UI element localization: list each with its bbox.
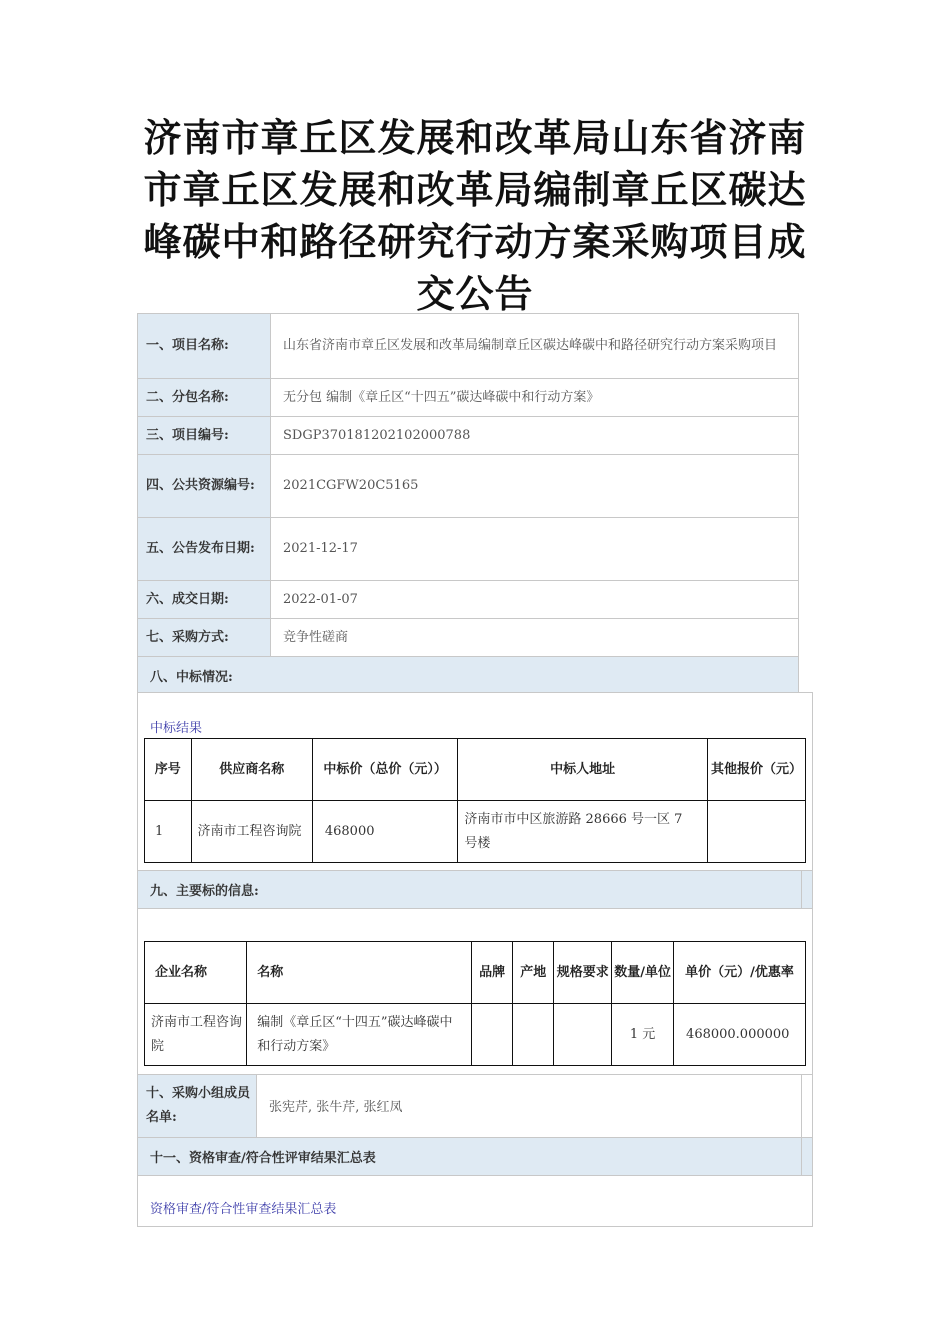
page-title: 济南市章丘区发展和改革局山东省济南市章丘区发展和改革局编制章丘区碳达峰碳中和路径研究行动方案采购项目成交公告 xyxy=(143,115,807,316)
info-value: 竞争性磋商 xyxy=(271,619,799,657)
info-label: 七、采购方式: xyxy=(138,619,271,657)
info-label: 五、公告发布日期: xyxy=(138,518,271,581)
table-header-row xyxy=(145,942,806,1004)
table-row xyxy=(145,801,806,863)
cell-address: 济南市市中区旅游路 28666 号一区 7 号楼 xyxy=(458,801,708,863)
info-row-deal-date xyxy=(138,581,799,619)
section-9-header xyxy=(137,870,813,910)
info-value: SDGP370181202102000788 xyxy=(271,417,799,455)
col-header: 产地 xyxy=(513,942,554,1004)
info-row-resource-number xyxy=(138,455,799,518)
info-row-publish-date xyxy=(138,518,799,581)
col-header: 数量/单位 xyxy=(612,942,674,1004)
info-value: 2022-01-07 xyxy=(271,581,799,619)
review-caption: 资格审查/符合性审查结果汇总表 xyxy=(150,1202,337,1217)
cell-brand xyxy=(472,1004,513,1066)
section-10-label-cell xyxy=(138,1075,257,1138)
table-row xyxy=(145,1004,806,1066)
committee-members: 张宪芹, 张牛芹, 张红凤 xyxy=(269,1100,403,1115)
section-heading: 八、中标情况: xyxy=(138,657,799,694)
cell-spec xyxy=(554,1004,612,1066)
project-info-table xyxy=(137,313,799,694)
info-value: 2021-12-17 xyxy=(271,518,799,581)
info-label: 四、公共资源编号: xyxy=(138,455,271,518)
col-header: 规格要求 xyxy=(554,942,612,1004)
info-row-project-name xyxy=(138,314,799,379)
divider xyxy=(801,1075,802,1138)
cell-index: 1 xyxy=(145,801,192,863)
divider xyxy=(801,871,802,909)
col-header: 供应商名称 xyxy=(191,739,312,801)
cell-price: 468000 xyxy=(312,801,458,863)
section-11-header xyxy=(137,1137,813,1177)
items-table xyxy=(144,941,806,1066)
section-10-row xyxy=(137,1074,813,1139)
cell-other-price xyxy=(707,801,805,863)
review-panel xyxy=(137,1175,813,1227)
win-result-panel xyxy=(137,692,813,871)
cell-unit-price: 468000.000000 xyxy=(674,1004,806,1066)
info-label: 三、项目编号: xyxy=(138,417,271,455)
info-label: 二、分包名称: xyxy=(138,379,271,417)
section-8-header xyxy=(138,657,799,694)
cell-item-name: 编制《章丘区“十四五”碳达峰碳中和行动方案》 xyxy=(247,1004,472,1066)
win-result-caption: 中标结果 xyxy=(150,721,203,736)
info-row-method xyxy=(138,619,799,657)
col-header: 品牌 xyxy=(472,942,513,1004)
divider xyxy=(801,1138,802,1176)
win-result-table xyxy=(144,738,806,863)
col-header: 名称 xyxy=(247,942,472,1004)
info-row-package xyxy=(138,379,799,417)
cell-origin xyxy=(513,1004,554,1066)
info-label: 六、成交日期: xyxy=(138,581,271,619)
section-heading: 九、主要标的信息: xyxy=(150,884,259,899)
cell-supplier: 济南市工程咨询院 xyxy=(191,801,312,863)
table-header-row xyxy=(145,739,806,801)
info-value: 2021CGFW20C5165 xyxy=(271,455,799,518)
cell-company: 济南市工程咨询院 xyxy=(145,1004,247,1066)
info-row-project-number xyxy=(138,417,799,455)
col-header: 其他报价（元） xyxy=(707,739,805,801)
info-value: 山东省济南市章丘区发展和改革局编制章丘区碳达峰碳中和路径研究行动方案采购项目 xyxy=(271,314,799,379)
section-label: 十、采购小组成员名单: xyxy=(146,1086,251,1125)
col-header: 序号 xyxy=(145,739,192,801)
items-panel xyxy=(137,908,813,1075)
col-header: 单价（元）/优惠率 xyxy=(674,942,806,1004)
section-heading: 十一、资格审查/符合性评审结果汇总表 xyxy=(150,1151,376,1166)
col-header: 企业名称 xyxy=(145,942,247,1004)
info-label: 一、项目名称: xyxy=(138,314,271,379)
cell-quantity: 1 元 xyxy=(612,1004,674,1066)
col-header: 中标价（总价（元）） xyxy=(312,739,458,801)
info-value: 无分包 编制《章丘区“十四五”碳达峰碳中和行动方案》 xyxy=(271,379,799,417)
col-header: 中标人地址 xyxy=(458,739,708,801)
